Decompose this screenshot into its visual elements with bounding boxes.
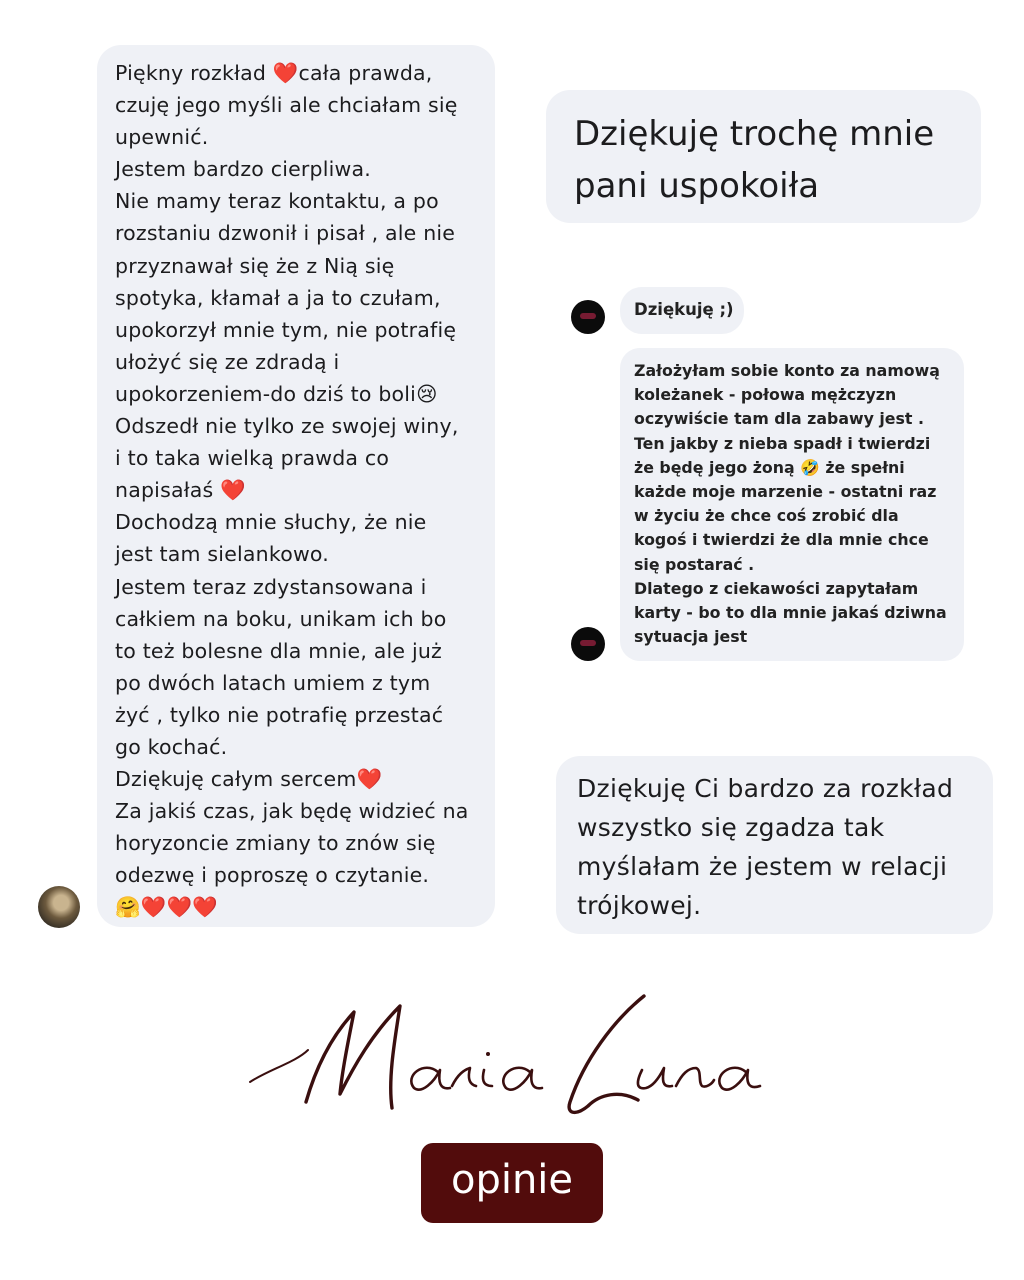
brand-signature-logo bbox=[244, 990, 764, 1130]
avatar bbox=[571, 627, 605, 661]
avatar bbox=[571, 300, 605, 334]
chat-bubble-thanks: Dziękuję trochę mnie pani uspokoiła bbox=[546, 90, 981, 223]
avatar-logo-icon bbox=[580, 640, 596, 646]
avatar-logo-icon bbox=[580, 313, 596, 319]
signature-icon bbox=[244, 990, 764, 1130]
chat-bubble-left-long: Piękny rozkład ❤️cała prawda, czuję jego myśli ale chciałam się upewnić. Jestem bardzo cierpliwa. Nie mamy teraz kontaktu, a po rozstaniu dzwonił i pisał , ale nie przyznawał się że z Nią się spotyka, kłamał a ja to czułam, upokorzył mnie tym, nie potrafię ułożyć się ze zdradą i upokorzeniem-do dziś to boli😢 Odszedł nie tylko ze swojej winy, i to taka wielką prawda co napisałaś ❤️ Dochodzą mnie słuchy, że nie jest tam sielankowo. Jestem teraz zdystansowana i całkiem na boku, unikam ich bo to też bolesne dla mnie, ale już po dwóch latach umiem z tym żyć , tylko nie potrafię przestać go kochać. Dziękuję całym sercem❤️ Za jakiś czas, jak będę widzieć na horyzoncie zmiany to znów się odezwę i poproszę o czytanie. 🤗❤️❤️❤️ bbox=[97, 45, 495, 927]
opinie-badge: opinie bbox=[421, 1143, 603, 1223]
chat-bubble-reading-thanks: Dziękuję Ci bardzo za rozkład wszystko się zgadza tak myślałam że jestem w relacji trójkowej. bbox=[556, 756, 993, 934]
chat-bubble-short: Dziękuję ;) bbox=[620, 287, 744, 334]
avatar bbox=[38, 886, 80, 928]
chat-bubble-story: Założyłam sobie konto za namową koleżanek - połowa mężczyzn oczywiście tam dla zabawy jest . Ten jakby z nieba spadł i twierdzi że będę jego żoną 🤣 że spełni każde moje marzenie - ostatni raz w życiu że chce coś zrobić dla kogoś i twierdzi że dla mnie chce się postarać . Dlatego z ciekawości zapytałam karty - bo to dla mnie jakaś dziwna sytuacja jest bbox=[620, 348, 964, 661]
